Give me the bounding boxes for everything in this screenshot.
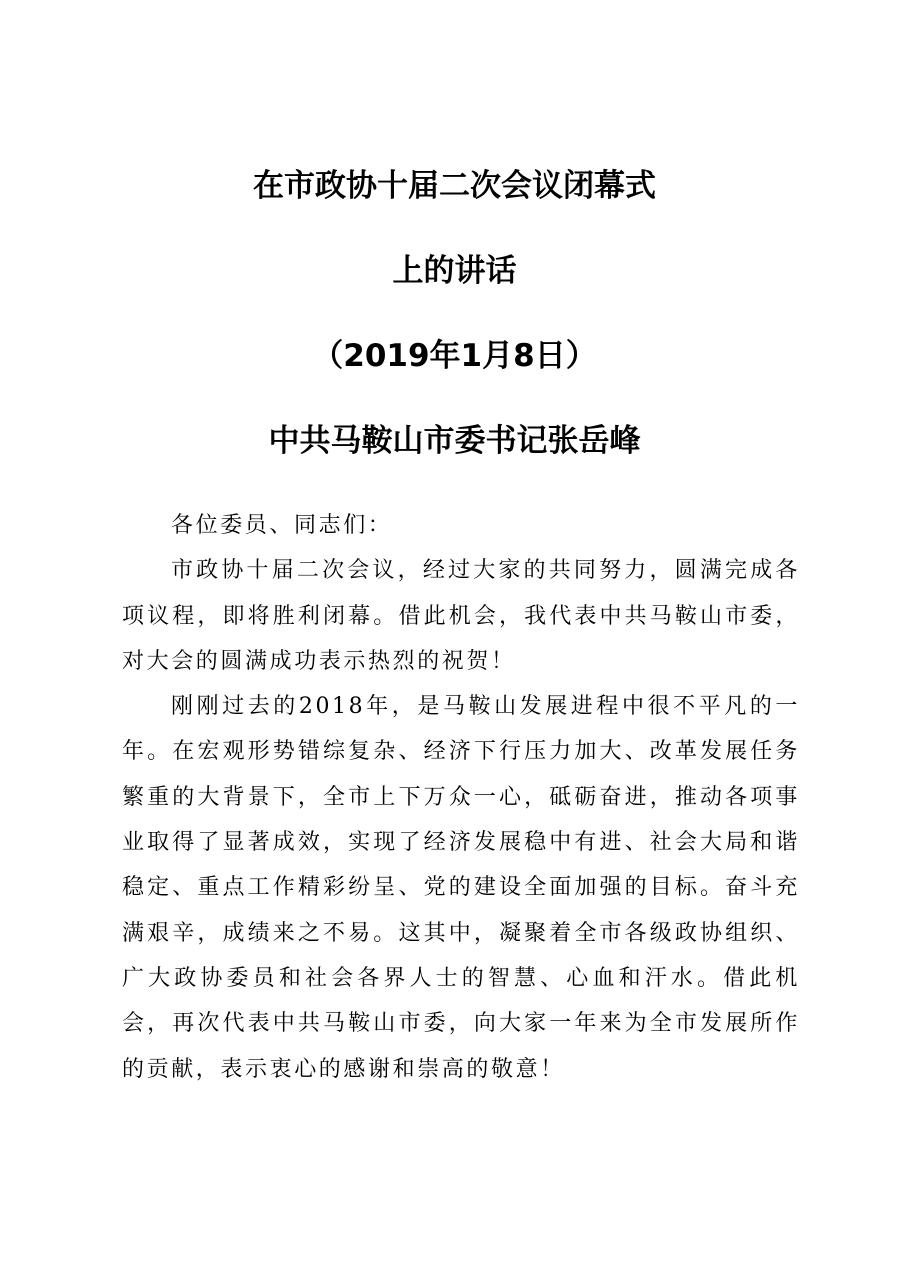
body-paragraph: 市政协十届二次会议，经过大家的共同努力，圆满完成各项议程，即将胜利闭幕。借此机会，我代表中共马鞍山市委，对大会的圆满成功表示热烈的祝贺！: [122, 558, 800, 674]
speech-title-line-1: 在市政协十届二次会议闭幕式: [253, 168, 656, 204]
salutation-paragraph: 各位委员、同志们：: [171, 513, 393, 538]
speech-title-line-2: 上的讲话: [392, 253, 517, 289]
speech-date: （2019年1月8日）: [312, 338, 597, 374]
speech-body: [122, 503, 800, 1092]
speech-author: 中共马鞍山市委书记张岳峰: [268, 423, 641, 459]
body-paragraph: 刚刚过去的2018年，是马鞍山发展进程中很不平凡的一年。在宏观形势错综复杂、经济下行压力加大、改革发展任务繁重的大背景下，全市上下万众一心，砥砺奋进，推动各项事业取得了显著成效，实现了经济发展稳中有进、社会大局和谐稳定、重点工作精彩纷呈、党的建设全面加强的目标。奋斗充满艰辛，成绩来之不易。这其中，凝聚着全市各级政协组织、广大政协委员和社会各界人士的智慧、心血和汗水。借此机会，再次代表中共马鞍山市委，向大家一年来为全市发展所作的贡献，表示衷心的感谢和崇高的敬意！: [122, 694, 800, 1082]
